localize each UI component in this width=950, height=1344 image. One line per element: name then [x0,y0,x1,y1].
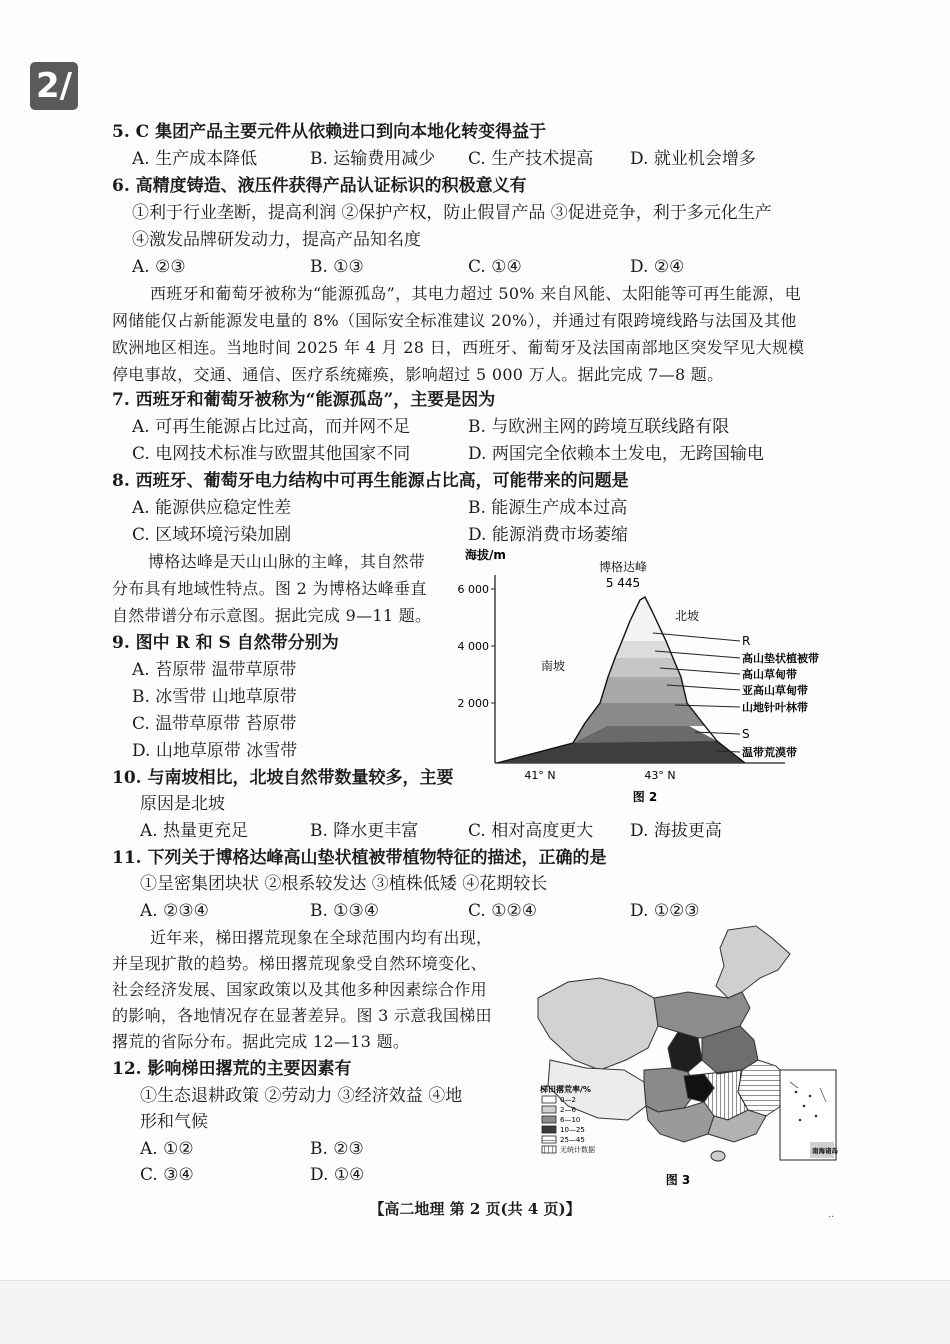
q11-option-b: B. ①③④ [310,901,380,921]
page-number-badge: 2/ [30,62,78,110]
fig3-west-region [538,978,658,1070]
fig3-caption: 图 3 [665,1173,691,1187]
figure3-map [528,920,848,1192]
q12-option-d: D. ①④ [310,1165,365,1185]
q8-option-c: C. 区域环境污染加剧 [132,525,292,545]
q8-stem: 8. 西班牙、葡萄牙电力结构中可再生能源占比高，可能带来的问题是 [112,471,629,491]
fig2-ytick-4000: 4 000 [457,640,489,653]
q9-option-b: B. 冰雪带 山地草原带 [132,687,297,707]
fig2-peak-height: 5 445 [605,576,641,590]
q11-option-a: A. ②③④ [140,901,209,921]
q9-option-a: A. 苔原带 温带草原带 [132,660,297,680]
passage3-line2: 并呈现扩散的趋势。梯田撂荒现象受自然环境变化、 [112,954,487,973]
q10-option-a: A. 热量更充足 [140,821,249,841]
fig2-xlabel-41: 41° N [524,769,556,782]
fig2-zone-label-forest: 山地针叶林带 [742,701,808,714]
q7-option-b: B. 与欧洲主网的跨境互联线路有限 [468,417,730,437]
q12-statements-2: 形和气候 [140,1112,208,1132]
q12-option-c: C. ③④ [140,1165,194,1185]
q7-option-a: A. 可再生能源占比过高，而并网不足 [132,417,411,437]
q10-option-d: D. 海拔更高 [630,821,722,841]
passage3-line5: 撂荒的省际分布。据此完成 12—13 题。 [112,1032,410,1051]
passage2-line1: 博格达峰是天山山脉的主峰，其自然带 [148,552,426,571]
fig2-zone-subalpine [600,677,687,703]
q11-stem: 11. 下列关于博格达峰高山垫状植被带植物特征的描述，正确的是 [112,848,607,868]
q5-option-c: C. 生产技术提高 [468,149,594,169]
q12-option-b: B. ②③ [310,1139,364,1159]
fig2-ylabel: 海拔/m [465,548,506,562]
fig3-legend-item-2: 2—6 [560,1106,576,1114]
passage3-line3: 社会经济发展、国家政策以及其他多种因素综合作用 [112,980,487,999]
fig3-legend-item-1: 0—2 [560,1096,576,1104]
passage2-line3: 自然带谱分布示意图。据此完成 9—11 题。 [112,606,432,625]
fig2-zone-meadow [608,658,681,677]
corner-mark: ·· [828,1212,835,1223]
fig2-south-label: 南坡 [540,659,566,673]
q9-option-d: D. 山地草原带 冰雪带 [132,741,298,761]
passage2-line2: 分布具有地域性特点。图 2 为博格达峰垂直 [112,579,427,598]
q9-stem: 9. 图中 R 和 S 自然带分别为 [112,633,339,653]
fig3-loess-region [668,1032,702,1072]
fig3-legend-item-6: 无统计数据 [560,1146,595,1154]
fig2-xlabel-43: 43° N [644,769,676,782]
q6-statements-2: ④激发品牌研发动力，提高产品知名度 [132,230,421,250]
q6-stem: 6. 高精度铸造、液压件获得产品认证标识的积极意义有 [112,176,527,196]
q5-option-b: B. 运输费用减少 [310,149,436,169]
fig2-caption: 图 2 [632,790,658,804]
fig3-inset-label: 南海诸岛 [812,1147,838,1155]
q12-statements-1: ①生态退耕政策 ②劳动力 ③经济效益 ④地 [140,1086,463,1106]
q8-option-b: B. 能源生产成本过高 [468,498,628,518]
q7-option-d: D. 两国完全依赖本土发电，无跨国输电 [468,444,764,464]
q10-stem-cont: 原因是北坡 [140,794,225,814]
q6-option-d: D. ②④ [630,257,685,277]
passage1-line4: 停电事故，交通、通信、医疗系统瘫痪，影响超过 5 000 万人。据此完成 7—8 题。 [112,365,724,384]
fig2-ytick-2000: 2 000 [457,697,489,710]
q8-option-a: A. 能源供应稳定性差 [132,498,292,518]
q10-stem: 10. 与南坡相比，北坡自然带数量较多，主要 [112,768,454,788]
fig2-zone-label-r: R [742,634,751,648]
q7-option-c: C. 电网技术标准与欧盟其他国家不同 [132,444,411,464]
figure2-diagram [455,545,855,810]
q10-option-b: B. 降水更丰富 [310,821,419,841]
fig3-northeast-region [716,926,790,998]
fig3-legend-item-5: 25—45 [560,1136,585,1144]
q12-option-a: A. ①② [140,1139,194,1159]
q6-option-b: B. ①③ [310,257,364,277]
fig2-zone-label-cushion: 高山垫状植被带 [742,652,819,665]
q6-option-a: A. ②③ [132,257,186,277]
passage1-line3: 欧洲地区相连。当地时间 2025 年 4 月 28 日，西班牙、葡萄牙及法国南部地区突发罕见大规模 [112,338,805,357]
fig3-legend-item-4: 10—25 [560,1126,585,1134]
fig2-ytick-6000: 6 000 [457,583,489,596]
q11-statements: ①呈密集团块状 ②根系较发达 ③植株低矮 ④花期较长 [140,874,548,894]
q6-option-c: C. ①④ [468,257,522,277]
q7-stem: 7. 西班牙和葡萄牙被称为“能源孤岛”，主要是因为 [112,390,496,410]
fig3-hainan [711,1151,725,1161]
passage3-line1: 近年来，梯田撂荒现象在全球范围内均有出现， [150,928,493,947]
bottom-strip [0,1280,950,1344]
fig2-north-label: 北坡 [675,609,700,623]
fig2-zone-label-s: S [742,727,750,741]
page-footer: 【高二地理 第 2 页(共 4 页)】 [369,1200,581,1218]
q10-option-c: C. 相对高度更大 [468,821,594,841]
fig2-zone-cushion [615,641,673,658]
fig2-zone-label-subalpine: 亚高山草甸带 [742,684,808,697]
passage3-line4: 的影响，各地情况存在显著差异。图 3 示意我国梯田 [112,1006,492,1025]
fig3-legend-item-3: 6—10 [560,1116,581,1124]
q8-option-d: D. 能源消费市场萎缩 [468,525,628,545]
fig3-legend-title: 梯田撂荒率/% [540,1085,591,1094]
passage1-line2: 网储能仅占新能源发电量的 8%（国际安全标准建议 20%），并通过有限跨境线路与法国及其他 [112,311,797,330]
q12-stem: 12. 影响梯田撂荒的主要因素有 [112,1059,352,1079]
fig2-zone-label-meadow: 高山草甸带 [742,668,797,681]
q5-option-d: D. 就业机会增多 [630,149,756,169]
q6-statements-1: ①利于行业垄断，提高利润 ②保护产权，防止假冒产品 ③促进竞争，利于多元化生产 [132,203,772,223]
q5-option-a: A. 生产成本降低 [132,149,258,169]
q5-stem: 5. C 集团产品主要元件从依赖进口到向本地化转变得益于 [112,122,547,142]
q11-option-c: C. ①②④ [468,901,537,921]
fig2-peak-name: 博格达峰 [598,560,648,574]
fig2-zone-r [622,597,666,641]
fig2-zone-label-desert: 温带荒漠带 [742,746,797,759]
passage1-line1: 西班牙和葡萄牙被称为“能源孤岛”，其电力超过 50% 来自风能、太阳能等可再生能源，电 [150,284,801,303]
q11-option-d: D. ①②③ [630,901,700,921]
q9-option-c: C. 温带草原带 苔原带 [132,714,297,734]
